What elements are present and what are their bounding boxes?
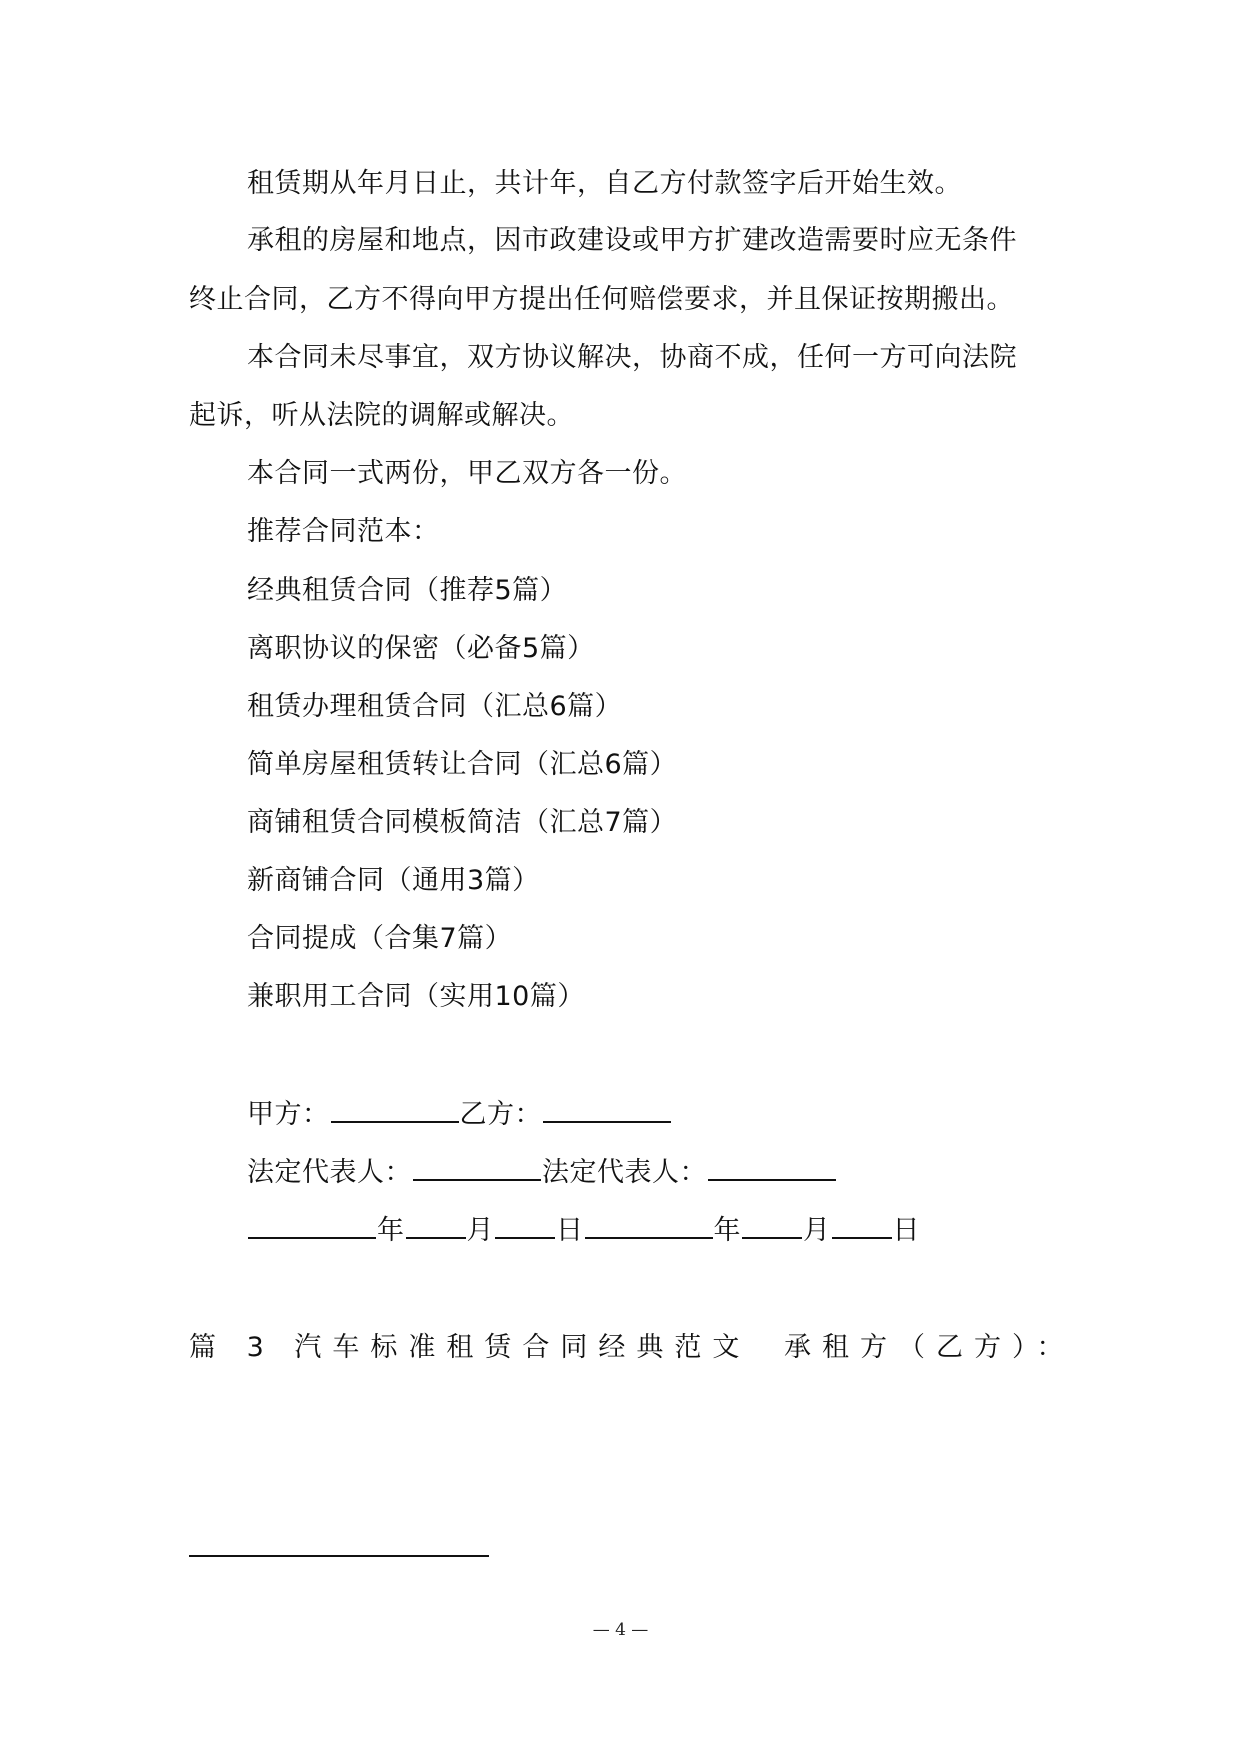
recommended-item: 离职协议的保密（必备5篇） <box>247 633 595 664</box>
month-label: 月 <box>466 1215 494 1246</box>
recommended-item: 商铺租赁合同模板简洁（汇总7篇） <box>247 807 678 838</box>
party-b-blank[interactable] <box>543 1095 671 1123</box>
legal-rep-a-label: 法定代表人： <box>247 1157 412 1188</box>
lessee-blank[interactable] <box>189 1555 489 1557</box>
signature-legal-rep-line <box>247 1153 837 1193</box>
day-label: 日 <box>892 1215 920 1246</box>
date-b-day-blank[interactable] <box>832 1211 892 1239</box>
legal-rep-b-blank[interactable] <box>708 1153 836 1181</box>
party-a-blank[interactable] <box>331 1095 459 1123</box>
signature-parties-line <box>247 1095 672 1135</box>
recommended-item: 合同提成（合集7篇） <box>247 923 513 954</box>
paragraph-dispute-line-1: 本合同未尽事宜，双方协议解决，协商不成，任何一方可向法院 <box>247 342 1017 373</box>
party-b-label: 乙方： <box>459 1099 542 1130</box>
paragraph-copies: 本合同一式两份，甲乙双方各一份。 <box>247 458 687 489</box>
date-b-year-blank[interactable] <box>585 1211 713 1239</box>
next-section-title: 篇 3 汽车标准租赁合同经典范文 <box>189 1332 751 1363</box>
signature-date-line <box>247 1211 920 1251</box>
legal-rep-b-label: 法定代表人： <box>542 1157 707 1188</box>
date-a-year-blank[interactable] <box>248 1211 376 1239</box>
date-a-month-blank[interactable] <box>406 1211 466 1239</box>
paragraph-termination-line-2: 终止合同，乙方不得向甲方提出任何赔偿要求，并且保证按期搬出。 <box>189 284 1014 315</box>
paragraph-lease-term: 租赁期从年月日止，共计年，自乙方付款签字后开始生效。 <box>247 168 962 199</box>
paragraph-termination-line-1: 承租的房屋和地点，因市政建设或甲方扩建改造需要时应无条件 <box>247 225 1017 256</box>
recommended-item: 新商铺合同（通用3篇） <box>247 865 540 896</box>
date-a-day-blank[interactable] <box>495 1211 555 1239</box>
month-label: 月 <box>803 1215 831 1246</box>
lessee-label: 承租方（乙方）： <box>784 1332 1075 1363</box>
legal-rep-a-blank[interactable] <box>413 1153 541 1181</box>
paragraph-dispute-line-2: 起诉，听从法院的调解或解决。 <box>189 400 574 431</box>
recommend-heading: 推荐合同范本： <box>247 516 440 547</box>
page-number: — 4 — <box>592 1620 649 1640</box>
day-label: 日 <box>556 1215 584 1246</box>
year-label: 年 <box>713 1215 741 1246</box>
recommended-item: 租赁办理租赁合同（汇总6篇） <box>247 691 623 722</box>
party-a-label: 甲方： <box>247 1099 330 1130</box>
year-label: 年 <box>377 1215 405 1246</box>
date-b-month-blank[interactable] <box>742 1211 802 1239</box>
recommended-item: 简单房屋租赁转让合同（汇总6篇） <box>247 749 678 780</box>
recommended-item: 经典租赁合同（推荐5篇） <box>247 575 568 606</box>
recommended-item: 兼职用工合同（实用10篇） <box>247 981 585 1012</box>
